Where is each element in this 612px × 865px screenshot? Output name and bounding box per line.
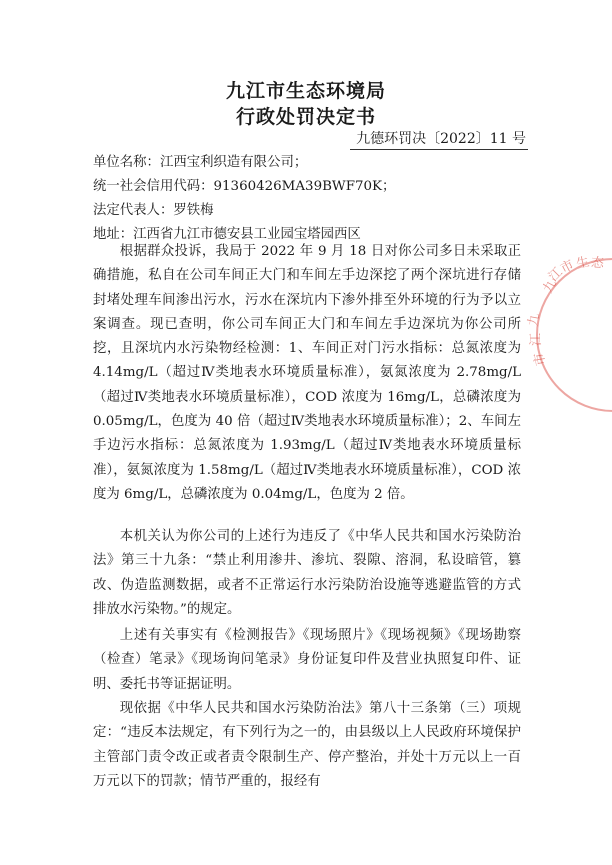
official-seal: 九 江 市 生 态 九 江 市 — [536, 258, 612, 412]
document-number: 九德环罚决〔2022〕11 号 — [350, 128, 528, 150]
document-type-title: 行政处罚决定书 — [235, 106, 376, 128]
credit-code: 统一社会信用代码：91360426MA39BWF70K； — [93, 179, 396, 194]
legal-representative: 法定代表人：罗铁梅 — [93, 203, 214, 218]
violation-paragraph: 本机关认为你公司的上述行为违反了《中华人民共和国水污染防治法》第三十九条：“禁止利用渗井、渗坑、裂隙、溶洞，私设暗管，篡改、伪造监测数据，或者不正常运行水污染防治设施等逃避监管的方式排放水污染物。”的规定。 — [93, 529, 521, 617]
evidence-paragraph: 上述有关事实有《检测报告》《现场照片》《现场视频》《现场勘察（检查）笔录》《现场询问笔录》身份证复印件及营业执照复印件、证明、委托书等证据证明。 — [93, 628, 521, 692]
address: 地址：江西省九江市德安县工业园宝塔园西区 — [93, 227, 361, 242]
agency-title: 九江市生态环境局 — [225, 80, 386, 102]
facts-paragraph: 根据群众投诉，我局于 2022 年 9 月 18 日对你公司多日未采取正确措施，私自在公司车间正大门和车间左手边深挖了两个深坑进行存储封堵处理车间渗出污水，污水在深坑内下渗外排至外环境的行为予以立案调查。现已查明，你公司车间正大门和车间左手边深坑为你公司所挖，且深坑内水污染物经检测：1、车间正对门污水指标：总氮浓度为 4.14mg/L（超过Ⅳ类地表水环境质量标准），氨氮浓度为 2.78mg/L（超过Ⅳ类地表水环境质量标准），COD 浓度为 16mg/L，总磷浓度为 0.05mg/L，色度为 40 倍（超过Ⅳ类地表水环境质量标准）；2、车间左手边污水指标：总氮浓度为 1.93mg/L（超过Ⅳ类地表水环境质量标准），氨氮浓度为 1.58mg/L（超过Ⅳ类地表水环境质量标准），COD 浓度为 6mg/L，总磷浓度为 0.04mg/L，色度为 2 倍。 — [93, 244, 521, 502]
unit-name: 单位名称：江西宝利织造有限公司； — [93, 155, 308, 170]
penalty-basis-paragraph: 现依据《中华人民共和国水污染防治法》第八十三条第（三）项规定：“违反本法规定，有下列行为之一的，由县级以上人民政府环境保护主管部门责令改正或者责令限制生产、停产整治，并处十万元以上一百万元以下的罚款；情节严重的，报经有 — [93, 701, 521, 789]
